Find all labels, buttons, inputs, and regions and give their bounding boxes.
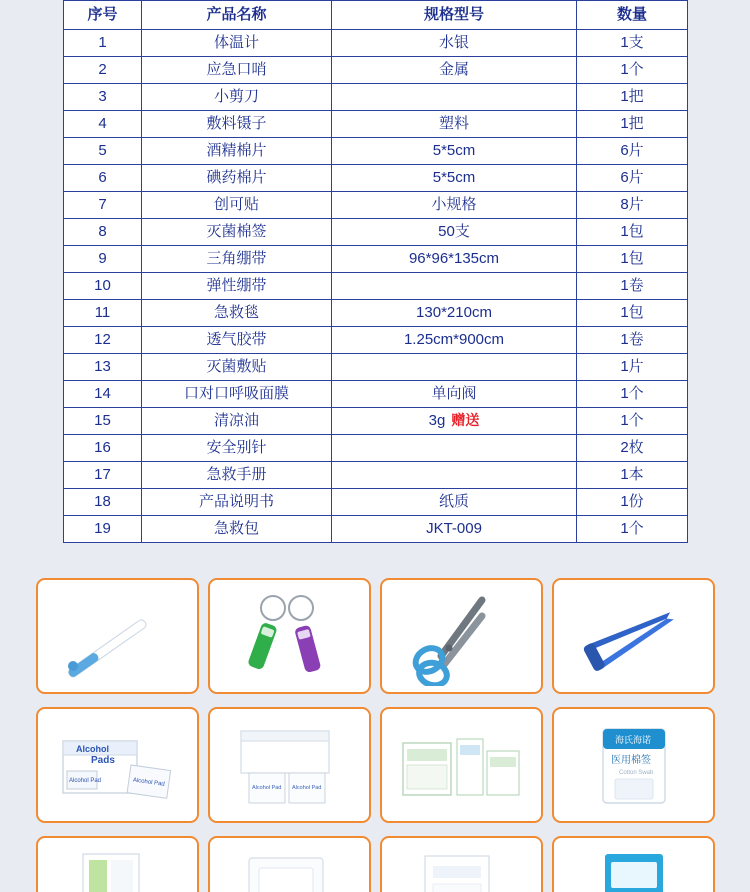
cell-product: 清凉油 <box>142 408 332 435</box>
cell-spec: 1.25cm*900cm <box>332 327 577 354</box>
cell-index: 8 <box>64 219 142 246</box>
cell-quantity: 1把 <box>577 111 688 138</box>
photo-triangle-bandage <box>36 836 199 892</box>
cell-spec <box>332 354 577 381</box>
cell-spec: 5*5cm <box>332 165 577 192</box>
cell-quantity: 1包 <box>577 300 688 327</box>
cell-spec: 金属 <box>332 57 577 84</box>
table-row <box>64 381 688 408</box>
cell-product: 创可贴 <box>142 192 332 219</box>
cell-quantity: 1卷 <box>577 327 688 354</box>
cell-product: 安全别针 <box>142 435 332 462</box>
svg-text:Alcohol Pad: Alcohol Pad <box>68 778 101 784</box>
cell-spec-value: 3g <box>428 411 446 429</box>
cell-spec <box>332 435 577 462</box>
product-photo-grid <box>36 578 718 892</box>
cell-index: 5 <box>64 138 142 165</box>
elastic-bandage-image <box>215 844 365 892</box>
cell-quantity: 1把 <box>577 84 688 111</box>
gift-badge: 赠送 <box>451 411 480 428</box>
cell-product: 三角绷带 <box>142 246 332 273</box>
cell-product: 急救毯 <box>142 300 332 327</box>
scissors-image <box>387 586 537 686</box>
svg-text:医用棉签: 医用棉签 <box>610 755 651 766</box>
table-row <box>64 327 688 354</box>
cell-quantity: 1卷 <box>577 273 688 300</box>
cell-product: 碘药棉片 <box>142 165 332 192</box>
svg-text:Alcohol Pad: Alcohol Pad <box>131 777 165 788</box>
photo-bandage-boxes <box>380 707 543 823</box>
table-row <box>64 30 688 57</box>
table-row <box>64 516 688 543</box>
cell-quantity: 1包 <box>577 219 688 246</box>
alcohol-pad-packs-image <box>215 715 365 815</box>
table-row <box>64 138 688 165</box>
specification-table-container <box>63 0 687 543</box>
tweezers-image <box>559 586 709 686</box>
cell-product: 体温计 <box>142 30 332 57</box>
alcohol-pads-box-image <box>43 715 193 815</box>
cell-product: 口对口呼吸面膜 <box>142 381 332 408</box>
emergency-blanket-image <box>559 844 709 892</box>
whistles-image <box>215 586 365 686</box>
photo-emergency-blanket <box>552 836 715 892</box>
cell-product: 灭菌敷贴 <box>142 354 332 381</box>
cell-index: 15 <box>64 408 142 435</box>
cell-quantity: 1个 <box>577 408 688 435</box>
cell-index: 9 <box>64 246 142 273</box>
table-row <box>64 165 688 192</box>
table-body <box>64 30 688 543</box>
cell-quantity: 1个 <box>577 57 688 84</box>
photo-alcohol-pads-box <box>36 707 199 823</box>
svg-text:Pads: Pads <box>90 755 115 766</box>
svg-text:Cotton Swab: Cotton Swab <box>618 770 653 776</box>
cell-product: 小剪刀 <box>142 84 332 111</box>
cell-index: 13 <box>64 354 142 381</box>
cell-quantity: 1片 <box>577 354 688 381</box>
bandage-boxes-image <box>387 715 537 815</box>
cell-spec: 纸质 <box>332 489 577 516</box>
cell-spec <box>332 84 577 111</box>
cell-spec <box>332 462 577 489</box>
cell-index: 6 <box>64 165 142 192</box>
cell-quantity: 1支 <box>577 30 688 57</box>
column-header-spec: 规格型号 <box>332 1 577 30</box>
table-row <box>64 84 688 111</box>
cell-quantity: 1个 <box>577 381 688 408</box>
column-header-quantity: 数量 <box>577 1 688 30</box>
column-header-product: 产品名称 <box>142 1 332 30</box>
cell-product: 急救手册 <box>142 462 332 489</box>
specification-table <box>63 0 688 543</box>
cell-index: 14 <box>64 381 142 408</box>
table-row <box>64 435 688 462</box>
photo-gauze-pack <box>380 836 543 892</box>
cell-spec: 水银 <box>332 30 577 57</box>
photo-scissors <box>380 578 543 694</box>
cell-index: 4 <box>64 111 142 138</box>
cell-product: 产品说明书 <box>142 489 332 516</box>
svg-text:Alcohol Pad: Alcohol Pad <box>251 785 281 791</box>
cell-product: 急救包 <box>142 516 332 543</box>
cell-spec: 50支 <box>332 219 577 246</box>
cell-quantity: 1个 <box>577 516 688 543</box>
cell-index: 18 <box>64 489 142 516</box>
table-row <box>64 246 688 273</box>
cell-spec <box>332 408 577 435</box>
gauze-pack-image <box>387 844 537 892</box>
cell-quantity: 1包 <box>577 246 688 273</box>
cell-index: 1 <box>64 30 142 57</box>
cell-quantity: 2枚 <box>577 435 688 462</box>
cell-quantity: 6片 <box>577 165 688 192</box>
cell-index: 17 <box>64 462 142 489</box>
photo-whistles <box>208 578 371 694</box>
table-row <box>64 408 688 435</box>
table-row <box>64 273 688 300</box>
photo-tweezers <box>552 578 715 694</box>
cell-product: 敷料镊子 <box>142 111 332 138</box>
cell-spec <box>332 273 577 300</box>
cell-spec: 130*210cm <box>332 300 577 327</box>
cell-index: 19 <box>64 516 142 543</box>
cell-index: 11 <box>64 300 142 327</box>
photo-alcohol-pad-packs <box>208 707 371 823</box>
svg-text:Alcohol: Alcohol <box>75 744 109 754</box>
cell-spec: 5*5cm <box>332 138 577 165</box>
cell-product: 酒精棉片 <box>142 138 332 165</box>
cotton-swabs-bag-image <box>559 715 709 815</box>
table-row <box>64 57 688 84</box>
column-header-index: 序号 <box>64 1 142 30</box>
cell-spec: 塑料 <box>332 111 577 138</box>
photo-cotton-swabs <box>552 707 715 823</box>
table-row <box>64 192 688 219</box>
table-row <box>64 354 688 381</box>
cell-index: 10 <box>64 273 142 300</box>
table-row <box>64 300 688 327</box>
cell-quantity: 1本 <box>577 462 688 489</box>
triangle-bandage-image <box>43 844 193 892</box>
cell-product: 应急口哨 <box>142 57 332 84</box>
cell-product: 灭菌棉签 <box>142 219 332 246</box>
cell-spec: 单向阀 <box>332 381 577 408</box>
cell-spec: 小规格 <box>332 192 577 219</box>
thermometer-image <box>43 586 193 686</box>
cell-product: 透气胶带 <box>142 327 332 354</box>
cell-index: 12 <box>64 327 142 354</box>
table-row <box>64 489 688 516</box>
cell-spec: JKT-009 <box>332 516 577 543</box>
cell-index: 2 <box>64 57 142 84</box>
table-header-row <box>64 1 688 30</box>
cell-index: 7 <box>64 192 142 219</box>
cell-quantity: 8片 <box>577 192 688 219</box>
table-row <box>64 462 688 489</box>
cell-product: 弹性绷带 <box>142 273 332 300</box>
cell-index: 16 <box>64 435 142 462</box>
svg-text:海氏海诺: 海氏海诺 <box>614 735 651 745</box>
photo-elastic-bandage <box>208 836 371 892</box>
svg-text:Alcohol Pad: Alcohol Pad <box>291 785 321 791</box>
cell-quantity: 1份 <box>577 489 688 516</box>
cell-quantity: 6片 <box>577 138 688 165</box>
table-row <box>64 219 688 246</box>
table-row <box>64 111 688 138</box>
cell-index: 3 <box>64 84 142 111</box>
photo-thermometer <box>36 578 199 694</box>
cell-spec: 96*96*135cm <box>332 246 577 273</box>
